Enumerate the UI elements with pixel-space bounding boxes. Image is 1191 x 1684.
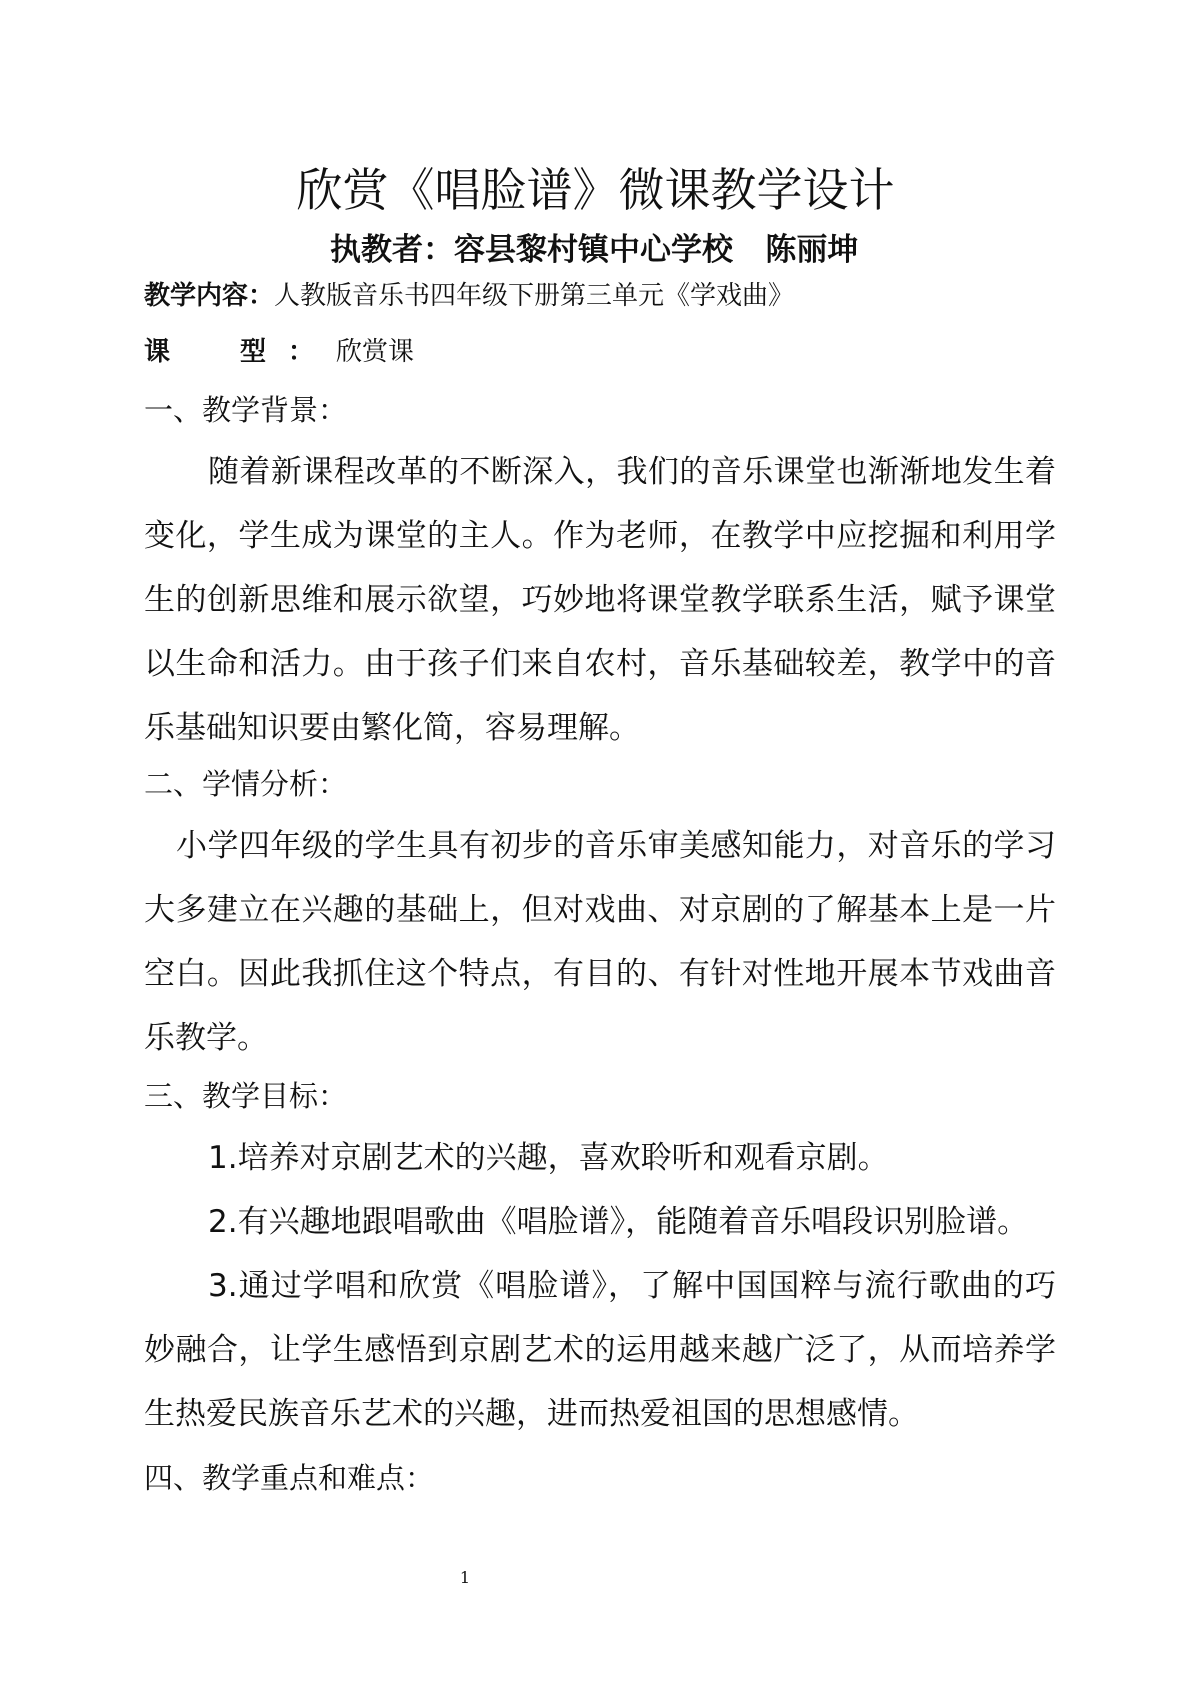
goal-item-1: 1.培养对京剧艺术的兴趣，喜欢聆听和观看京剧。 [208, 1140, 889, 1176]
lesson-type-label: 课 型： [144, 337, 337, 367]
page-number: 1 [459, 1568, 471, 1587]
section-heading-goals: 三、教学目标： [144, 1079, 348, 1113]
lesson-type-value: 欣赏课 [336, 337, 415, 367]
author-line: 执教者：容县黎村镇中心学校 陈丽坤 [330, 232, 859, 268]
lesson-type-line [144, 332, 414, 372]
section-heading-analysis: 二、学情分析： [144, 767, 348, 801]
section-heading-background: 一、教学背景： [144, 393, 348, 427]
teaching-content-value: 人教版音乐书四年级下册第三单元《学戏曲》 [274, 281, 795, 311]
goal-item-3: 3.通过学唱和欣赏《唱脸谱》，了解中国国粹与流行歌曲的巧妙融合，让学生感悟到京剧艺术的运用越来越广泛了，从而培养学生热爱民族音乐艺术的兴趣，进而热爱祖国的思想感情。 [144, 1268, 1056, 1432]
goal-item-2: 2.有兴趣地跟唱歌曲《唱脸谱》，能随着音乐唱段识别脸谱。 [208, 1204, 1029, 1240]
document-title: 欣赏《唱脸谱》微课教学设计 [296, 163, 895, 217]
section-heading-key-points: 四、教学重点和难点： [144, 1461, 435, 1495]
teaching-content-line [144, 276, 794, 316]
analysis-paragraph: 小学四年级的学生具有初步的音乐审美感知能力，对音乐的学习大多建立在兴趣的基础上，但对戏曲、对京剧的了解基本上是一片空白。因此我抓住这个特点，有目的、有针对性地开展本节戏曲音乐教学。 [144, 828, 1056, 1056]
teaching-content-label: 教学内容： [144, 281, 275, 311]
background-paragraph: 随着新课程改革的不断深入，我们的音乐课堂也渐渐地发生着变化，学生成为课堂的主人。作为老师，在教学中应挖掘和利用学生的创新思维和展示欲望，巧妙地将课堂教学联系生活，赋予课堂以生命和活力。由于孩子们来自农村，音乐基础较差，教学中的音乐基础知识要由繁化简，容易理解。 [144, 454, 1056, 746]
